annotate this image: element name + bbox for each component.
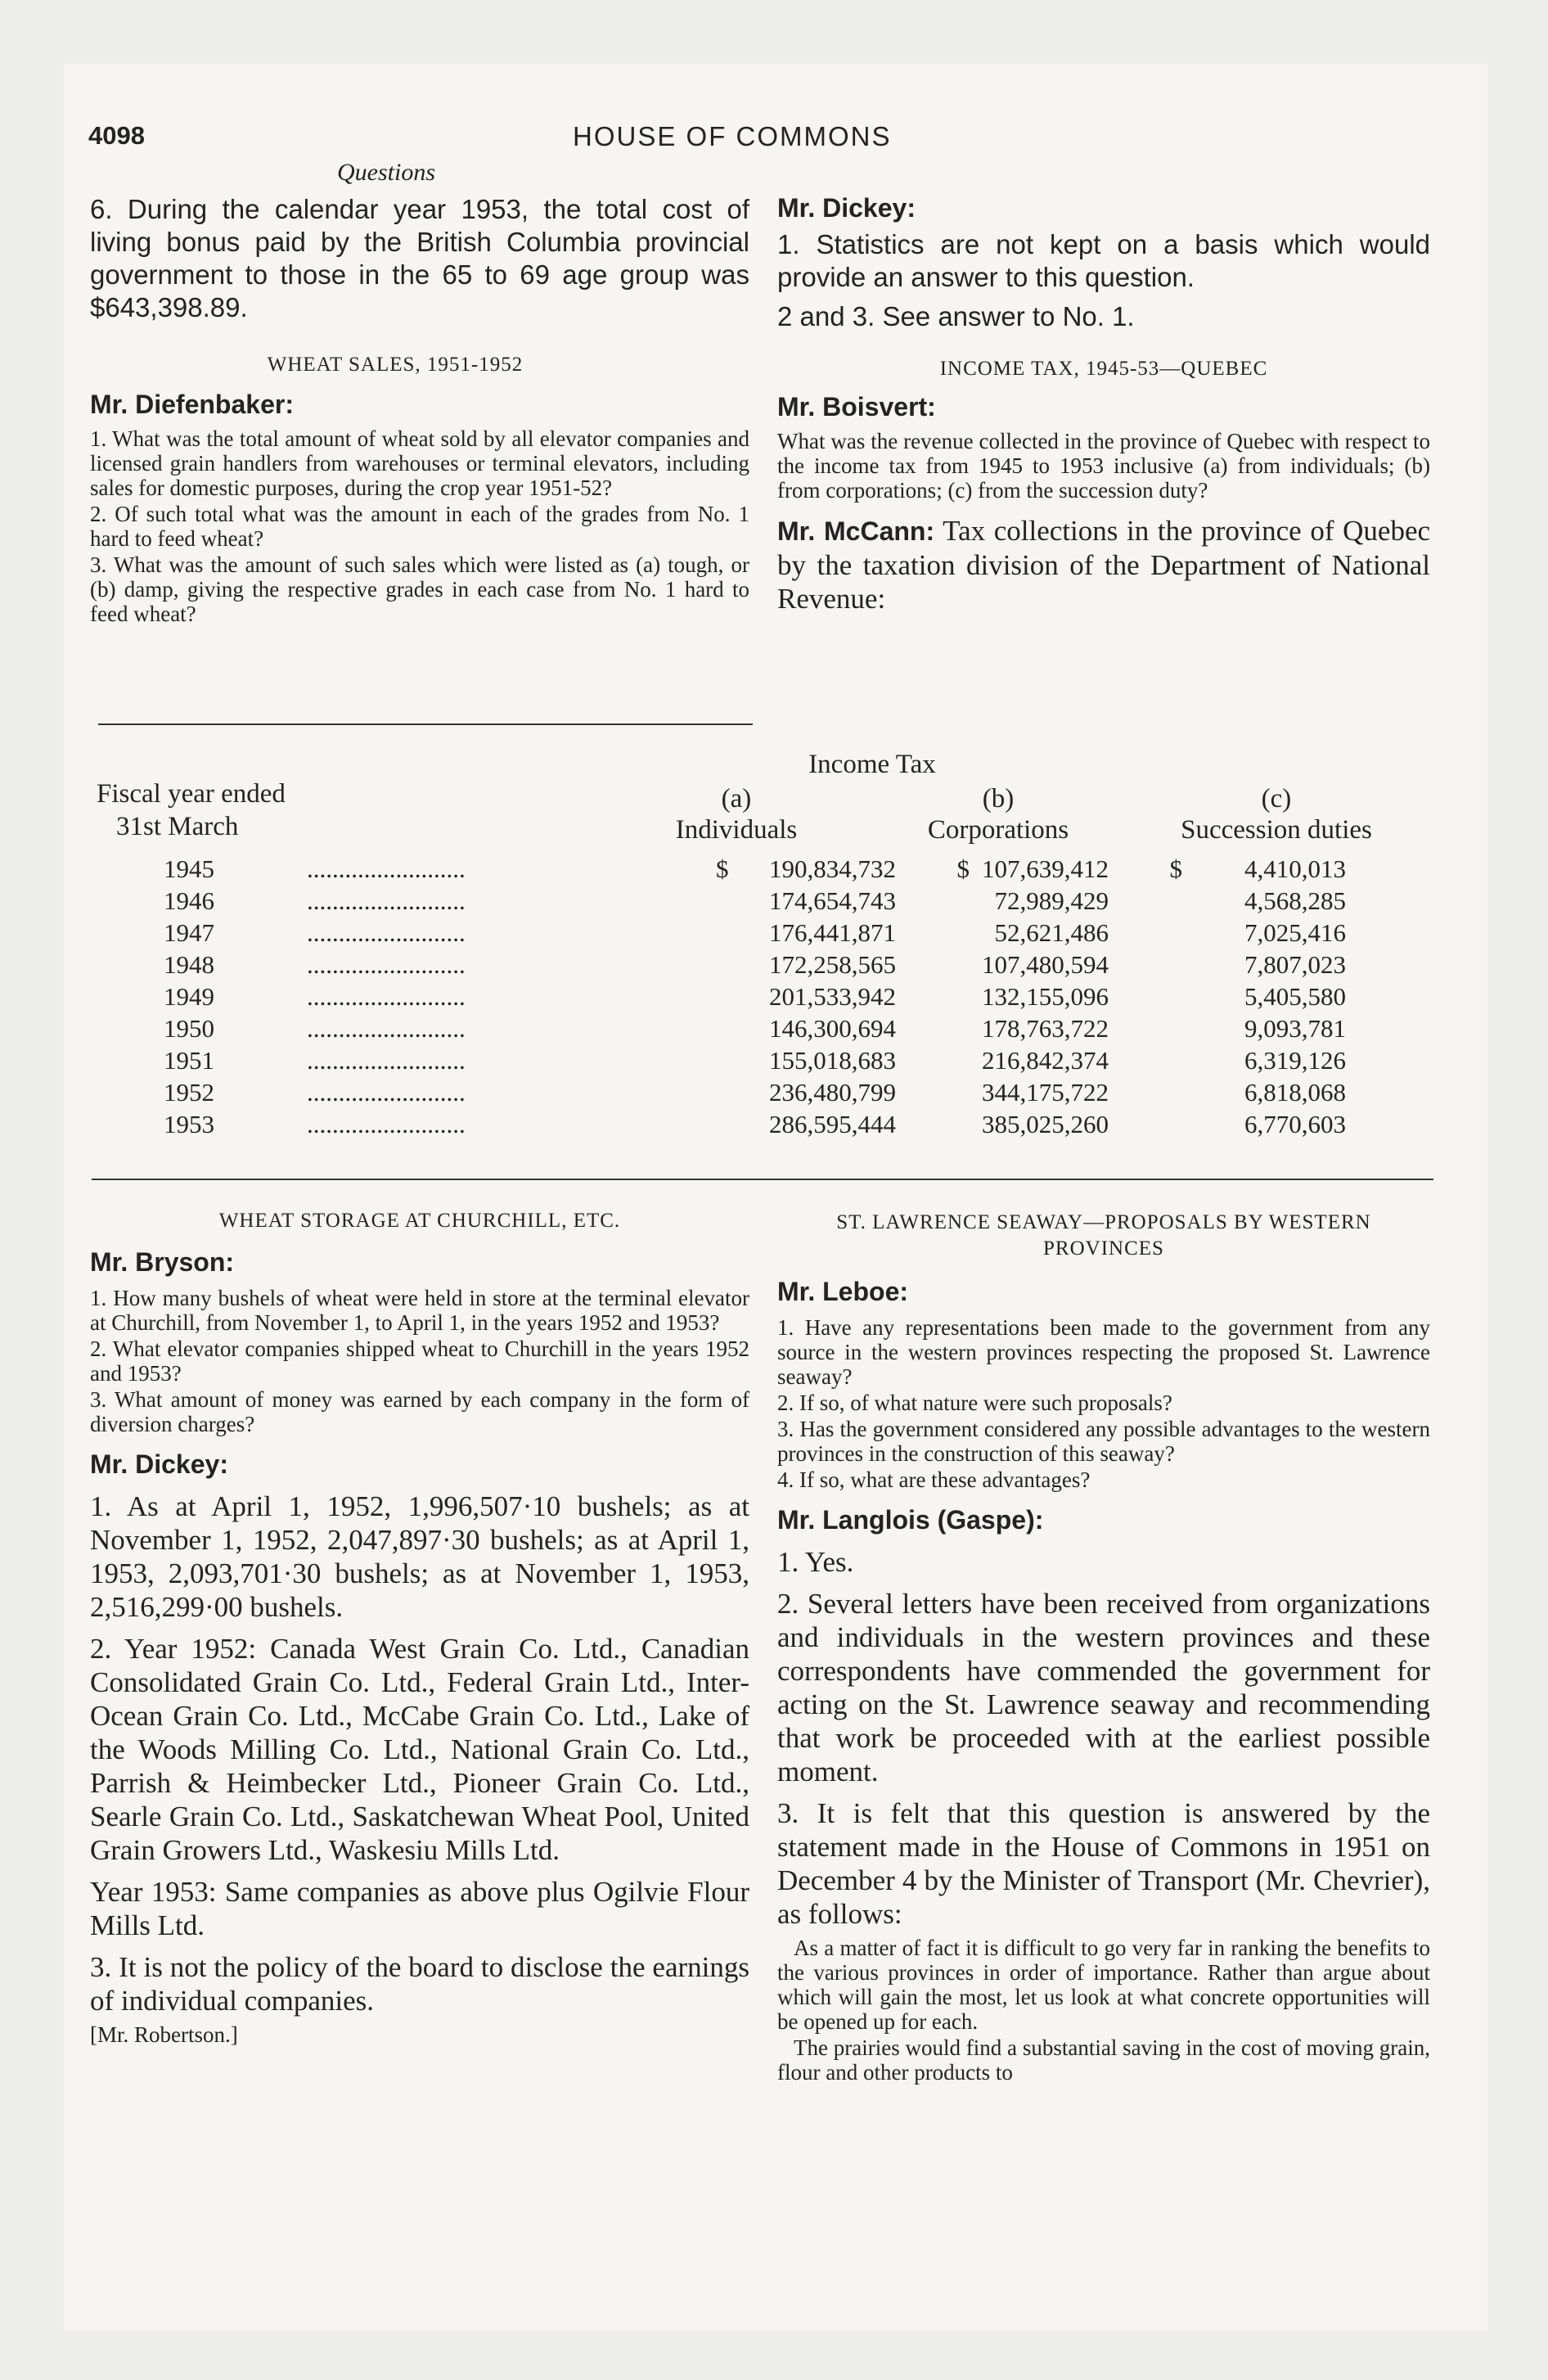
- year-cell: 1953: [164, 1109, 214, 1138]
- individuals-cell: 176,441,871: [769, 917, 896, 947]
- question-2: 2. Of such total what was the amount in each of the grades from No. 1 hard to feed wheat?: [90, 502, 749, 551]
- answer-3: 3. It is not the policy of the board to disclose the earnings of individual companies.: [90, 1951, 749, 2017]
- leader-dots: .........................: [307, 949, 466, 979]
- currency-cell: $: [1169, 854, 1182, 883]
- leader-dots: .........................: [307, 981, 466, 1011]
- table-row: [97, 980, 1346, 1012]
- table-row: [97, 917, 1346, 949]
- col-header-b-2: Corporations: [927, 815, 1069, 845]
- speaker-boisvert: Mr. Boisvert:: [777, 392, 936, 421]
- quote-2: The prairies would find a substantial saving in the cost of moving grain, flour and other products to: [777, 2035, 1430, 2085]
- divider: [98, 723, 753, 725]
- leader-dots: .........................: [307, 1013, 466, 1043]
- speaker-leboe: Mr. Leboe:: [777, 1277, 909, 1306]
- leader-dots: .........................: [307, 886, 466, 915]
- question-1: 1. How many bushels of wheat were held in store at the terminal elevator at Churchill, from November 1, to April 1, in the years 1952 and 1953?: [90, 1286, 749, 1335]
- year-cell: 1952: [164, 1077, 214, 1107]
- succession-cell: 7,807,023: [1244, 949, 1346, 979]
- individuals-cell: 201,533,942: [769, 981, 896, 1011]
- page-number: 4098: [88, 121, 145, 150]
- leader-dots: .........................: [307, 1045, 466, 1075]
- answer-1: 1. As at April 1, 1952, 1,996,507·10 bushels; as at November 1, 1952, 2,047,897·30 bushels; as at April 1, 1953, 2,093,701·30 bushels; as at November 1, 1953, 2,516,299·00 bushels.: [90, 1490, 749, 1623]
- individuals-cell: 174,654,743: [769, 886, 896, 915]
- question-2: 2. What elevator companies shipped wheat to Churchill in the years 1952 and 1953?: [90, 1336, 749, 1386]
- year-cell: 1945: [164, 854, 214, 883]
- leader-dots: .........................: [307, 854, 466, 883]
- answer-2: 2. Several letters have been received from organizations and individuals in the western provinces and these correspondents have commended the government for acting on the St. Lawrence seaway and recommending that work be proceeded with at the earliest possible moment.: [777, 1588, 1430, 1787]
- individuals-cell: 190,834,732: [769, 854, 896, 883]
- answer-3: 3. It is felt that this question is answered by the statement made in the House of Commons in 1951 on December 4 by the Minister of Transport (Mr. Chevrier), as follows:: [777, 1797, 1430, 1930]
- answer-6: 6. During the calendar year 1953, the total cost of living bonus paid by the British Columbia provincial government to those in the 65 to 69 age group was $643,398.89.: [90, 194, 749, 322]
- right-bottom-column: [777, 1210, 1430, 2086]
- col-header-fiscal-2: 31st March: [116, 812, 239, 841]
- succession-cell: 4,568,285: [1244, 886, 1346, 915]
- answer-mccann-text: Tax collections in the province of Quebec by the taxation division of the Department of National Revenue:: [777, 515, 1431, 615]
- year-cell: 1951: [164, 1045, 214, 1075]
- section-label: Questions: [337, 159, 435, 186]
- table-row: [97, 853, 1346, 885]
- speaker-dickey: Mr. Dickey:: [90, 1449, 228, 1479]
- col-header-b-1: (b): [982, 784, 1015, 814]
- heading-income-tax: INCOME TAX, 1945-53—QUEBEC: [939, 358, 1268, 380]
- answer-1: 1. Yes.: [777, 1546, 854, 1578]
- question-1: 1. Have any representations been made to the government from any source in the western provinces respecting the proposed St. Lawrence seaway?: [777, 1315, 1430, 1389]
- individuals-cell: 172,258,565: [769, 949, 896, 979]
- question-1: 1. What was the total amount of wheat sold by all elevator companies and licensed grain handlers from warehouses or terminal elevators, including sales for domestic purposes, during the crop year 1951-52?: [90, 426, 749, 500]
- question-2: 2. If so, of what nature were such proposals?: [777, 1391, 1172, 1415]
- heading-seaway: ST. LAWRENCE SEAWAY—PROPOSALS BY WESTERN PROVINCES: [836, 1211, 1371, 1260]
- currency-cell: $: [956, 854, 970, 883]
- table-row: [97, 1076, 1346, 1108]
- individuals-cell: 236,480,799: [769, 1077, 896, 1107]
- speaker-langlois: Mr. Langlois (Gaspe):: [777, 1505, 1044, 1535]
- individuals-cell: 286,595,444: [769, 1109, 896, 1138]
- speaker-mccann: Mr. McCann:: [777, 516, 935, 546]
- heading-wheat-storage: WHEAT STORAGE AT CHURCHILL, ETC.: [218, 1210, 621, 1232]
- individuals-cell: 155,018,683: [769, 1045, 896, 1075]
- question-3: 3. What amount of money was earned by each company in the form of diversion charges?: [90, 1387, 749, 1436]
- year-cell: 1950: [164, 1013, 214, 1043]
- succession-cell: 6,319,126: [1244, 1045, 1346, 1075]
- leader-dots: .........................: [307, 1077, 466, 1107]
- individuals-cell: 146,300,694: [769, 1013, 896, 1043]
- succession-cell: 6,818,068: [1244, 1077, 1346, 1107]
- question-3: 3. Has the government considered any possible advantages to the western provinces in the construction of this seaway?: [777, 1417, 1430, 1466]
- divider: [92, 1179, 1433, 1180]
- year-cell: 1949: [164, 981, 214, 1011]
- corporations-cell: 52,621,486: [994, 917, 1109, 947]
- currency-cell: $: [716, 854, 729, 883]
- footer-note: [Mr. Robertson.]: [90, 2022, 238, 2047]
- col-header-fiscal-1: Fiscal year ended: [97, 779, 286, 809]
- succession-cell: 9,093,781: [1244, 1013, 1346, 1043]
- right-top-column: [777, 193, 1430, 615]
- col-header-c-1: (c): [1261, 784, 1292, 814]
- question-3: 3. What was the amount of such sales which were listed as (a) tough, or (b) damp, giving the respective grades in each case from No. 1 hard to feed wheat?: [90, 552, 749, 626]
- table-row: [97, 1012, 1346, 1044]
- page-title: HOUSE OF COMMONS: [573, 121, 892, 151]
- left-top-column: [90, 193, 749, 628]
- corporations-cell: 72,989,429: [994, 886, 1109, 915]
- leader-dots: .........................: [307, 1109, 466, 1138]
- quote-1: As a matter of fact it is difficult to go very far in ranking the benefits to the various provinces in order of importance. Rather than argue about which will gain the most, let us look at what concrete opportunities will be opened up for each.: [777, 1936, 1430, 2034]
- corporations-cell: 107,480,594: [982, 949, 1109, 979]
- answer-2b: Year 1953: Same companies as above plus Ogilvie Flour Mills Ltd.: [90, 1876, 749, 1941]
- table-row: [97, 885, 1346, 917]
- col-header-c-2: Succession duties: [1181, 815, 1372, 845]
- income-tax-table: [97, 853, 1346, 1140]
- table-row: [97, 949, 1346, 980]
- year-cell: 1946: [164, 886, 214, 915]
- left-bottom-column: [90, 1210, 749, 2049]
- speaker-bryson: Mr. Bryson:: [90, 1247, 235, 1277]
- corporations-cell: 178,763,722: [982, 1013, 1109, 1043]
- leader-dots: .........................: [307, 917, 466, 947]
- year-cell: 1947: [164, 917, 214, 947]
- answer-2: 2. Year 1952: Canada West Grain Co. Ltd., Canadian Consolidated Grain Co. Ltd., Federal Grain Ltd., Inter-Ocean Grain Co. Ltd., McCabe Grain Co. Ltd., Lake of the Woods Milling Co. Ltd., National Grain Co. Ltd., Parrish & Heimbecker Ltd., Pioneer Grain Co. Ltd., Searle Grain Co. Ltd., Saskatchewan Wheat Pool, United Grain Growers Ltd., Waskesiu Mills Ltd.: [90, 1633, 749, 1866]
- col-header-a-2: Individuals: [675, 815, 798, 845]
- corporations-cell: 107,639,412: [982, 854, 1109, 883]
- answer-mccann: [777, 514, 1430, 615]
- speaker-diefenbaker: Mr. Diefenbaker:: [90, 390, 294, 419]
- succession-cell: 4,410,013: [1244, 854, 1346, 883]
- year-cell: 1948: [164, 949, 214, 979]
- succession-cell: 5,405,580: [1244, 981, 1346, 1011]
- succession-cell: 7,025,416: [1244, 917, 1346, 947]
- corporations-cell: 132,155,096: [982, 981, 1109, 1011]
- table-row: [97, 1044, 1346, 1076]
- table-group-header: Income Tax: [808, 750, 936, 779]
- question-income: What was the revenue collected in the province of Quebec with respect to the income tax from 1945 to 1953 inclusive (a) from individuals; (b) from corporations; (c) from the succession duty?: [777, 429, 1430, 503]
- succession-cell: 6,770,603: [1244, 1109, 1346, 1138]
- question-4: 4. If so, what are these advantages?: [777, 1467, 1091, 1492]
- answer-2-3: 2 and 3. See answer to No. 1.: [777, 301, 1135, 331]
- heading-wheat-sales: WHEAT SALES, 1951-1952: [267, 354, 524, 376]
- corporations-cell: 385,025,260: [982, 1109, 1109, 1138]
- table-row: [97, 1108, 1346, 1140]
- speaker-dickey: Mr. Dickey:: [777, 193, 916, 223]
- col-header-a-1: (a): [721, 784, 752, 814]
- answer-1: 1. Statistics are not kept on a basis which would provide an answer to this question.: [777, 229, 1430, 292]
- corporations-cell: 344,175,722: [982, 1077, 1109, 1107]
- corporations-cell: 216,842,374: [982, 1045, 1109, 1075]
